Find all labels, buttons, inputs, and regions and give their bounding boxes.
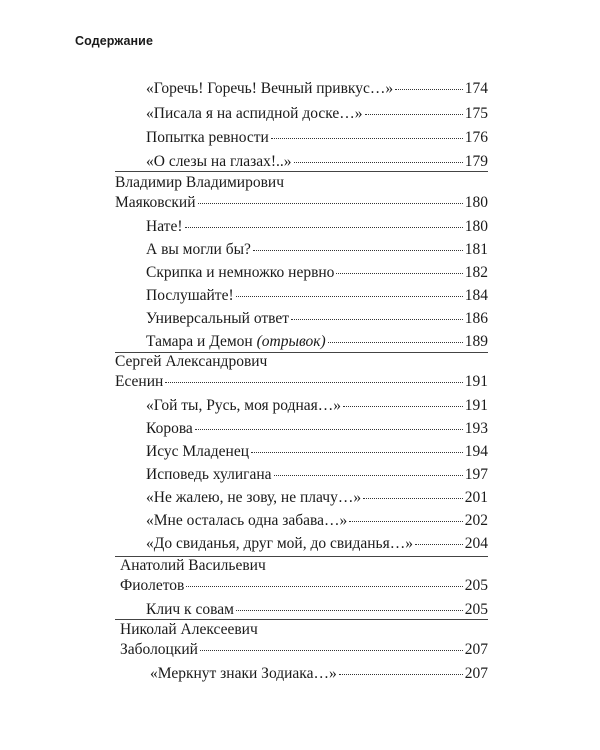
leader-dots (395, 73, 463, 90)
leader-dots (198, 187, 463, 204)
leader-dots (294, 146, 463, 163)
author-entry (120, 573, 488, 596)
author-page: 205 (464, 576, 488, 594)
leader-dots (328, 326, 463, 343)
leader-dots (185, 211, 463, 228)
author-name-first-line: Анатолий Васильевич (120, 557, 266, 574)
author-name-first-line: Владимир Владимирович (115, 174, 285, 191)
toc-entry-title: «Гой ты, Русь, моя родная…» (146, 396, 342, 414)
toc-entry-page: 193 (464, 419, 488, 437)
leader-dots (415, 528, 463, 545)
toc-entry-title: «Писала я на аспидной доске…» (146, 104, 363, 122)
toc-entry-page: 207 (464, 664, 488, 682)
leader-dots (236, 594, 463, 611)
toc-entry (146, 329, 488, 352)
toc-entry (150, 661, 488, 684)
leader-dots (253, 234, 463, 251)
author-entry (120, 637, 488, 660)
author-entry (115, 369, 488, 392)
toc-entry (146, 101, 488, 124)
leader-dots (165, 366, 462, 383)
toc-entry-title: Исус Младенец (146, 442, 250, 460)
toc-entry-title: «Горечь! Горечь! Вечный привкус…» (146, 79, 394, 97)
leader-dots (336, 257, 462, 274)
toc-entry-page: 184 (464, 286, 488, 304)
leader-dots (349, 505, 462, 522)
author-name-first-line: Сергей Александрович (115, 353, 268, 370)
author-name-last: Маяковский (115, 193, 196, 211)
toc-entry (146, 125, 488, 148)
leader-dots (200, 634, 463, 651)
toc-entry-title (146, 332, 326, 352)
toc-entry-title: Универсальный ответ (146, 309, 290, 327)
toc-entry-title-main: Тамара и Демон (146, 332, 253, 350)
toc-entry-title: «Мне осталась одна забава…» (146, 511, 348, 529)
toc-entry-page: 189 (464, 332, 488, 350)
toc-entry-page: 205 (464, 600, 488, 618)
leader-dots (195, 413, 463, 430)
author-page: 180 (464, 193, 488, 211)
leader-dots (343, 390, 463, 407)
toc-entry-title: Попытка ревности (146, 128, 269, 146)
author-name-last: Заболоцкий (120, 640, 198, 658)
toc-entry-title: Скрипка и немножко нервно (146, 263, 335, 281)
author-name-first-line: Николай Алексеевич (120, 621, 258, 638)
page-header: Содержание (75, 34, 154, 48)
toc-entry-title: Клич к совам (146, 600, 234, 618)
toc-entry-title: Нате! (146, 217, 183, 235)
toc-entry-page: 191 (464, 396, 488, 414)
author-name-last: Есенин (115, 372, 164, 390)
toc-entry (146, 597, 488, 620)
toc-entry-title: А вы могли бы? (146, 240, 251, 258)
toc-entry-title: Корова (146, 419, 193, 437)
toc-entry-page: 181 (464, 240, 488, 258)
toc-entry-page: 201 (464, 488, 488, 506)
leader-dots (236, 280, 463, 297)
toc-entry-page: 202 (464, 511, 488, 529)
author-page: 191 (464, 372, 488, 390)
toc-entry (146, 531, 488, 554)
toc-entry-title-note: (отрывок) (256, 332, 326, 350)
leader-dots (291, 303, 463, 320)
author-entry (115, 190, 488, 213)
toc-entry-page: 175 (464, 104, 488, 122)
toc-entry-page: 186 (464, 309, 488, 327)
leader-dots (186, 570, 462, 587)
toc-entry-page: 204 (464, 534, 488, 552)
toc-entry-title: Послушайте! (146, 286, 234, 304)
toc-entry-title: «О слезы на глазах!..» (146, 152, 292, 170)
leader-dots (365, 98, 463, 115)
toc-entry-title: «Меркнут знаки Зодиака…» (150, 664, 337, 682)
leader-dots (271, 122, 463, 139)
leader-dots (274, 459, 463, 476)
toc-entry (146, 76, 488, 99)
author-page: 207 (464, 640, 488, 658)
toc-entry-page: 197 (464, 465, 488, 483)
toc-entry-title: Исповедь хулигана (146, 465, 272, 483)
author-name-last: Фиолетов (120, 576, 185, 594)
toc-entry-page: 174 (464, 79, 488, 97)
toc-entry-title: «Не жалею, не зову, не плачу…» (146, 488, 362, 506)
leader-dots (251, 436, 463, 453)
toc-entry (146, 149, 488, 172)
toc-entry-page: 180 (464, 217, 488, 235)
toc-entry-page: 182 (464, 263, 488, 281)
toc-entry-page: 176 (464, 128, 488, 146)
leader-dots (363, 482, 463, 499)
toc-entry-page: 179 (464, 152, 488, 170)
leader-dots (339, 658, 463, 675)
toc-entry-page: 194 (464, 442, 488, 460)
section-divider (115, 171, 488, 172)
toc-entry-title: «До свиданья, друг мой, до свиданья…» (146, 534, 413, 552)
